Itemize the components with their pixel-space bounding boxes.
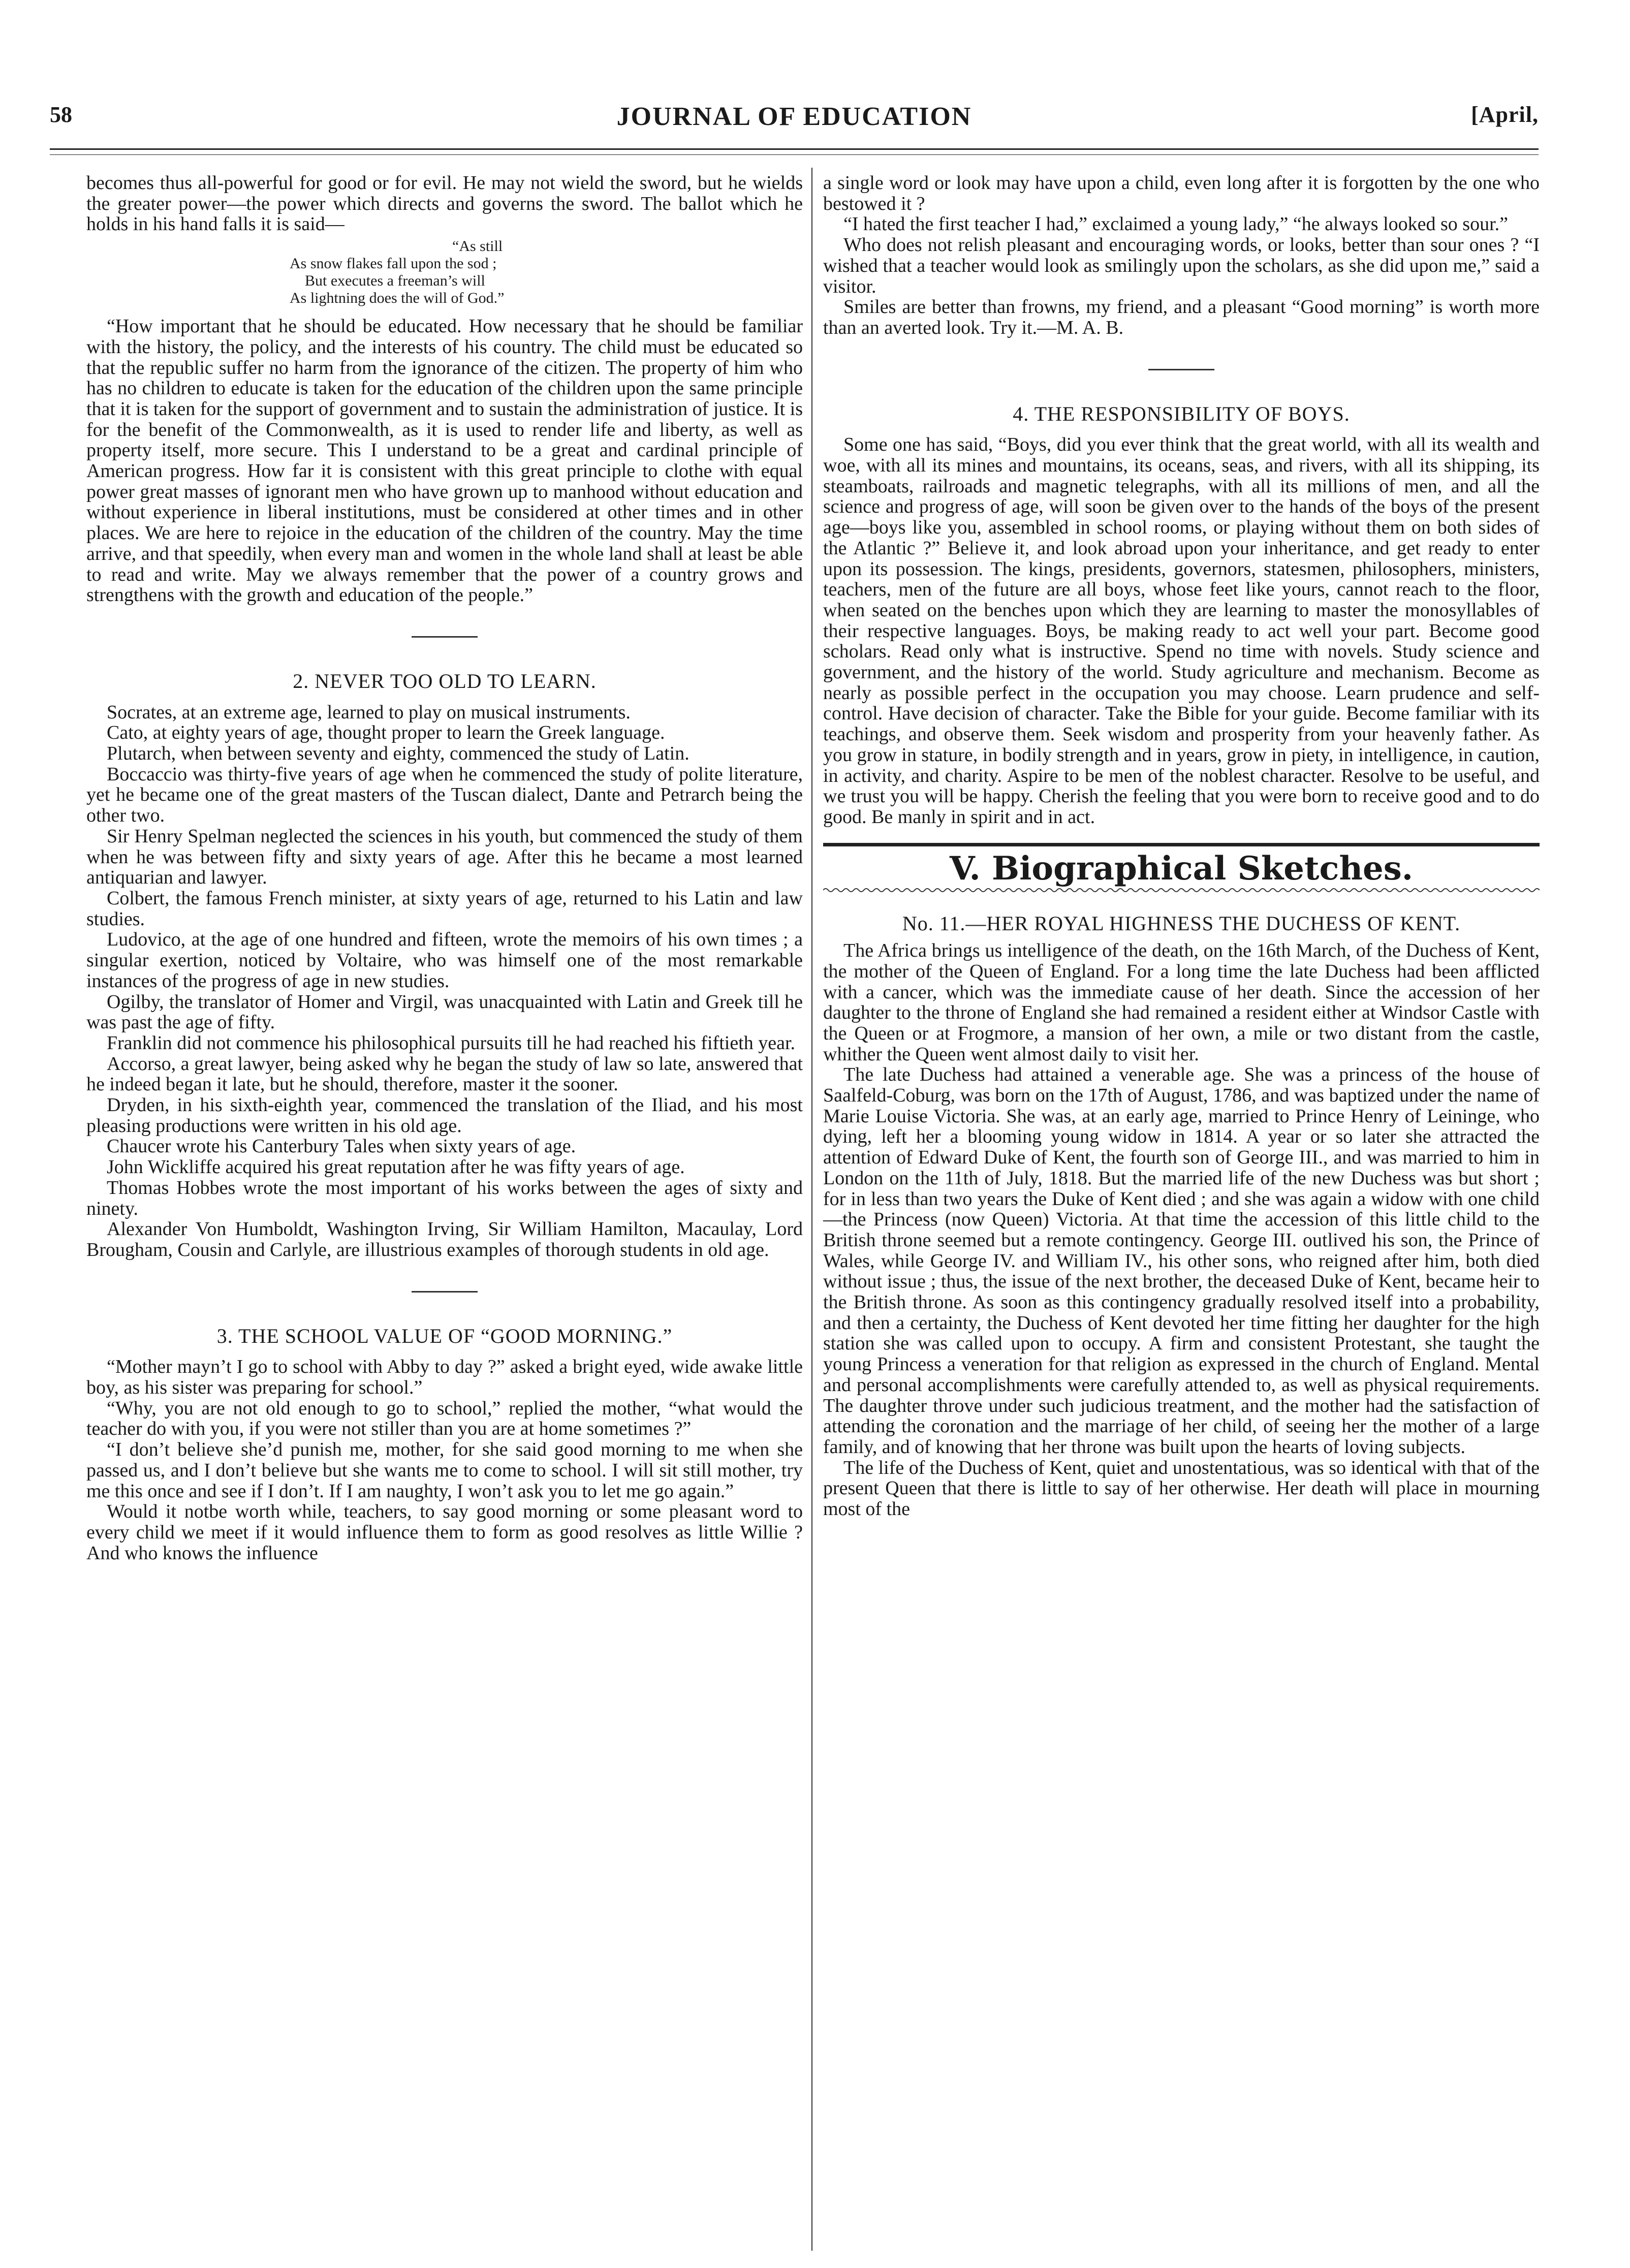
paragraph: Franklin did not commence his philosophical pursuits till he had reached his fiftieth year. xyxy=(107,1032,796,1054)
paragraph: “Why, you are not old enough to go to school,” replied the mother, “what would the teacher do with you, if you were not stiller than you are at home sometimes ?” xyxy=(86,1397,803,1440)
issue-month: [April, xyxy=(1471,102,1539,127)
header-rule-thin xyxy=(50,154,1539,155)
poem-line: As snow flakes fall upon the sod ; xyxy=(290,255,497,272)
paragraph: Thomas Hobbes wrote the most important of his works between the ages of sixty and ninety. xyxy=(86,1177,803,1219)
paragraph: “I don’t believe she’d punish me, mother, for she said good morning to me when she passed us, and I don’t believe but she wants me to come to school. I will sit still mother, try me this once and see if I don’t. If I am naughty, I won’t ask you to let me go again.” xyxy=(86,1439,803,1502)
journal-title: JOURNAL OF EDUCATION xyxy=(616,102,972,131)
paragraph: Who does not relish pleasant and encouraging words, or looks, better than sour ones ? “I wished that a teacher would look as smilingly upon the scholars, as she did upon me,” said a visitor. xyxy=(823,234,1540,297)
poem-line: “As still xyxy=(452,238,503,255)
paragraph: Some one has said, “Boys, did you ever think that the great world, with all its wealth and woe, with all its mines and mountains, its oceans, seas, and rivers, with all its shipping, its steamboats, railroads and magnetic telegraphs, with all its millions of men, and all the science and progress of age, will soon be given over to the hands of the boys of the present age—boys like you, assembled in school rooms, or playing without them on both sides of the Atlantic ?” Believe it, and look abroad upon your inheritance, and get ready to enter upon its possession. The kings, presidents, governors, statesmen, philosophers, ministers, teachers, men of the future are all boys, whose feet like yours, cannot reach to the floor, when seated on the benches upon which they are learning to master the monosyllables of their respective languages. Boys, be making ready to act well your part. Become good scholars. Read only what is instructive. Spend no time with novels. Study science and government, and the history of the world. Study agriculture and mechanism. Become as nearly as possible perfect in the occupation you may choose. Learn prudence and self-control. Have decision of character. Take the Bible for your guide. Become familiar with its teachings, and observe them. Seek wisdom and prosperity from your heavenly father. As you grow in stature, in bodily strength and in years, grow in piety, in intelligence, in caution, in activity, and charity. Aspire to be men of the noblest character. Resolve to be useful, and we trust you will be happy. Cherish the feeling that you were born to receive good and to do good. Be manly in spirit and in act. xyxy=(823,434,1540,828)
paragraph: Ludovico, at the age of one hundred and fifteen, wrote the memoirs of his own times ; a singular exertion, noticed by Voltaire, who was himself one of the most remarkable instances of the progress of age in new studies. xyxy=(86,929,803,992)
part-rule xyxy=(823,843,1540,846)
paragraph: Dryden, in his sixth-eighth year, commenced the translation of the Iliad, and his most pleasing productions were written in his old age. xyxy=(86,1094,803,1137)
intro-paragraph: becomes thus all-powerful for good or for evil. He may not wield the sword, but he wields the greater power—the power which directs and governs the sword. The ballot which he holds in his hand falls it is said— xyxy=(86,172,803,235)
paragraph: Cato, at eighty years of age, thought proper to learn the Greek language. xyxy=(107,722,665,744)
paragraph: John Wickliffe acquired his great reputation after he was fifty years of age. xyxy=(107,1156,685,1178)
paragraph: Socrates, at an extreme age, learned to play on musical instruments. xyxy=(107,701,631,723)
part-heading-biographical-sketches: V. Biographical Sketches. xyxy=(949,849,1414,888)
left-column xyxy=(86,173,803,1563)
paragraph: The life of the Duchess of Kent, quiet and unostentatious, was so identical with that of the present Queen that there is little to say of her otherwise. Her death will place in mourning most of the xyxy=(823,1457,1540,1520)
page-header xyxy=(50,102,1539,132)
poem-line: But executes a freeman’s will xyxy=(305,272,485,290)
education-paragraph: “How important that he should be educated. How necessary that he should be familiar with the history, the policy, and the interests of his country. The child must be educated so that the republic suffer no harm from the ignorance of the citizen. The property of him who has no children to educate is taken for the education of the children upon the same principle that it is taken for the support of government and to sustain the administration of justice. It is for the benefit of the Commonwealth, as it is used to render life and liberty, as well as property itself, more secure. This I understand to be a great and cardinal principle of American progress. How far it is consistent with this great principle to clothe with equal power great masses of ignorant men who have grown up to manhood without education and without experience in liberal institutions, must be considered at other times and in other places. We are here to rejoice in the education of the children of the country. May the time arrive, and that speedily, when every man and women in the whole land shall at least be able to read and write. May we always remember that the power of a country grows and strengthens with the growth and education of the people.” xyxy=(86,316,803,606)
paragraph: Boccaccio was thirty-five years of age when he commenced the study of polite literature, yet he became one of the great masters of the Tuscan dialect, Dante and Petrarch being the other two. xyxy=(86,763,803,827)
section-separator xyxy=(412,1291,478,1293)
paragraph: Accorso, a great lawyer, being asked why he began the study of law so late, answered that he indeed began it late, but he should, therefore, master it the sooner. xyxy=(86,1053,803,1095)
paragraph: Sir Henry Spelman neglected the sciences in his youth, but commenced the study of them when he was between fifty and sixty years of age. After this he became a most learned antiquarian and lawyer. xyxy=(86,825,803,889)
section-heading-good-morning: 3. THE SCHOOL VALUE OF “GOOD MORNING.” xyxy=(216,1324,673,1347)
section-separator xyxy=(412,636,478,638)
paragraph: Chaucer wrote his Canterbury Tales when sixty years of age. xyxy=(107,1136,576,1157)
column-divider xyxy=(811,168,812,2251)
poem-line: As lightning does the will of God.” xyxy=(290,290,505,307)
wavy-rule xyxy=(823,887,1540,893)
header-rule xyxy=(50,148,1539,150)
section-heading-never-too-old: 2. NEVER TOO OLD TO LEARN. xyxy=(293,669,597,692)
paragraph: Colbert, the famous French minister, at sixty years of age, returned to his Latin and law studies. xyxy=(86,887,803,930)
paragraph: Alexander Von Humboldt, Washington Irving, Sir William Hamilton, Macaulay, Lord Brougham, Cousin and Carlyle, are illustrious examples of thorough students in old age. xyxy=(86,1218,803,1261)
paragraph: The late Duchess had attained a venerable age. She was a princess of the house of Saalfeld-Coburg, was born on the 17th of August, 1786, and was baptized under the name of Marie Louise Victoria. She was, at an early age, married to Prince Henry of Leininge, who dying, left her a blooming young widow in 1814. A year or so later she attracted the attention of Edward Duke of Kent, the fourth son of George III., and was married to him in London on the 11th of July, 1818. But the married life of the new Duchess was but short ; for in less than two years the Duke of Kent died ; and she was again a widow with one child—the Princess (now Queen) Victoria. At that time the accession of this little child to the British throne seemed but a remote contingency. George III. outlived his son, the Prince of Wales, while George IV. and William IV., his other sons, who reigned after him, both died without issue ; thus, the issue of the next brother, the deceased Duke of Kent, became heir to the British throne. As soon as this contingency gradually resolved itself into a probability, and then a certainty, the Duchess of Kent devoted her time fitting her daughter for the high station she was called upon to occupy. A firm and consistent Protestant, she taught the young Princess a veneration for that religion as expressed in the church of England. Mental and personal accomplishments were carefully attended to, as well as physical requirements. The daughter throve under such judicious treatment, and the mother had the satisfaction of attending the coronation and the marriage of her child, of seeing her the mother of a large family, and of knowing that her throne was built upon the hearts of loving subjects. xyxy=(823,1064,1540,1458)
paragraph: Ogilby, the translator of Homer and Virgil, was unacquainted with Latin and Greek till he was past the age of fifty. xyxy=(86,991,803,1033)
paragraph: The Africa brings us intelligence of the death, on the 16th March, of the Duchess of Kent, the mother of the Queen of England. For a long time the late Duchess had been afflicted with a cancer, which was the immediate cause of her death. Since the accession of her daughter to the throne of England she had remained a resident either at Windsor Castle with the Queen or at Frogmore, a mansion of her own, a mile or two distant from the castle, whither the Queen went almost daily to visit her. xyxy=(823,940,1540,1065)
section-separator xyxy=(1148,369,1214,370)
right-column xyxy=(823,173,1540,1520)
paragraph: “Mother mayn’t I go to school with Abby to day ?” asked a bright eyed, wide awake little boy, as his sister was preparing for school.” xyxy=(86,1356,803,1399)
section-heading-responsibility: 4. THE RESPONSIBILITY OF BOYS. xyxy=(1013,402,1350,425)
paragraph: a single word or look may have upon a child, even long after it is forgotten by the one who bestowed it ? xyxy=(823,172,1540,214)
paragraph: Smiles are better than frowns, my friend, and a pleasant “Good morning” is worth more than an averted look. Try it.—M. A. B. xyxy=(823,296,1540,338)
page-number: 58 xyxy=(50,102,72,127)
paragraph: Would it notbe worth while, teachers, to say good morning or some pleasant word to every child we meet if it would influence them to form as good resolves as little Willie ? And who knows the influence xyxy=(86,1501,803,1564)
paragraph: “I hated the first teacher I had,” exclaimed a young lady,” “he always looked so sour.” xyxy=(843,213,1509,235)
paragraph: Plutarch, when between seventy and eighty, commenced the study of Latin. xyxy=(107,743,689,765)
sketch-heading-duchess-of-kent: No. 11.—HER ROYAL HIGHNESS THE DUCHESS OF KENT. xyxy=(902,912,1461,935)
poem-quote xyxy=(86,238,803,307)
